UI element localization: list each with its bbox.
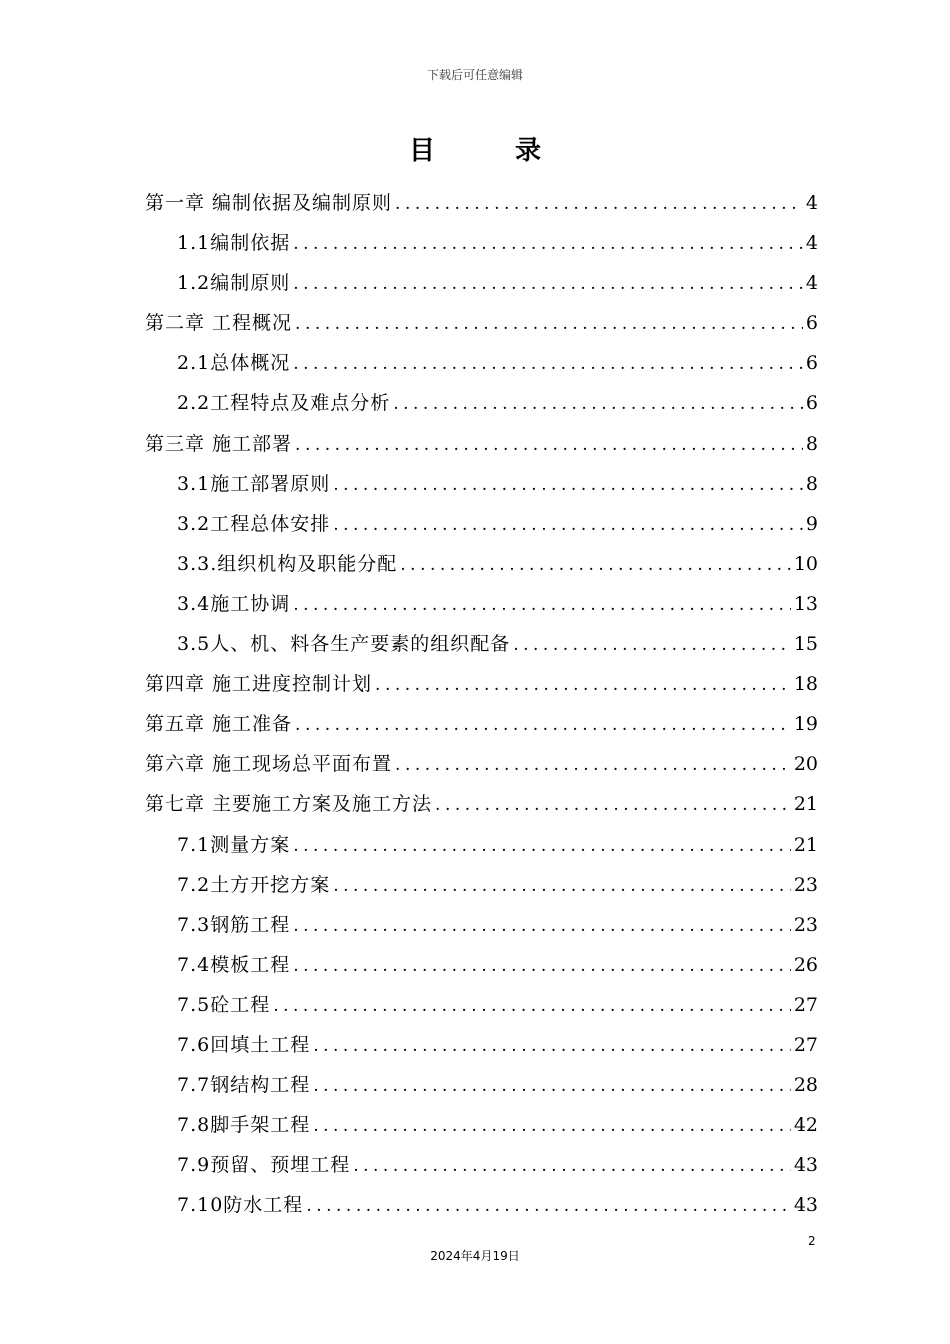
toc-entry-label: 1.2编制原则 (177, 272, 291, 295)
toc-entry[interactable] (145, 383, 818, 423)
toc-entry[interactable] (145, 343, 818, 383)
toc-leader-dots (353, 1146, 791, 1185)
toc-entry-label: 7.8脚手架工程 (177, 1114, 311, 1137)
toc-entry-page: 4 (805, 192, 818, 214)
toc-entry-label: 1.1编制依据 (177, 232, 291, 255)
toc-leader-dots (306, 1186, 791, 1225)
toc-entry-page: 4 (805, 272, 818, 295)
toc-leader-dots (293, 946, 791, 985)
footer-date: 2024年4月19日 (430, 1249, 520, 1263)
page-header: 下载后可任意编辑 (426, 68, 523, 82)
toc-entry[interactable] (145, 223, 818, 263)
toc-leader-dots (333, 465, 803, 504)
toc-entry-label: 7.2土方开挖方案 (177, 873, 331, 896)
toc-entry[interactable] (145, 1185, 818, 1225)
toc-entry-page: 21 (793, 793, 818, 816)
toc-leader-dots (295, 705, 791, 744)
toc-leader-dots (333, 866, 791, 905)
toc-entry-page: 26 (793, 953, 818, 976)
toc-entry-label: 第五章 施工准备 (145, 713, 293, 736)
toc-entry-label: 3.4施工协调 (177, 592, 291, 615)
toc-entry[interactable] (145, 825, 818, 865)
toc-entry-label: 3.3.组织机构及职能分配 (177, 552, 398, 575)
toc-entry-page: 27 (793, 1033, 818, 1056)
toc-entry-label: 第一章 编制依据及编制原则 (145, 192, 393, 214)
toc-entry-label: 第三章 施工部署 (145, 432, 293, 455)
toc-entry-label: 7.9预留、预埋工程 (177, 1154, 351, 1177)
toc-entry-page: 28 (793, 1074, 818, 1097)
toc-entry[interactable] (145, 424, 818, 464)
toc-entry[interactable] (145, 865, 818, 905)
toc-entry-page: 9 (805, 512, 818, 535)
toc-leader-dots (293, 264, 803, 303)
toc-entry-label: 3.1施工部署原则 (177, 472, 331, 495)
toc-entry-page: 6 (805, 312, 818, 335)
page-number: 2 (808, 1234, 816, 1248)
toc-entry-label: 第六章 施工现场总平面布置 (145, 753, 393, 776)
toc-leader-dots (400, 545, 791, 584)
toc-title: 目录 (408, 136, 621, 166)
toc-entry-page: 27 (793, 993, 818, 1016)
toc-entry-label: 7.10防水工程 (177, 1194, 304, 1217)
toc-leader-dots (295, 304, 803, 343)
toc-leader-dots (293, 224, 803, 263)
toc-leader-dots (293, 585, 791, 624)
toc-entry-label: 7.7钢结构工程 (177, 1074, 311, 1097)
toc-entry-label: 7.6回填土工程 (177, 1033, 311, 1056)
toc-entry-page: 8 (805, 432, 818, 455)
toc-entry-page: 20 (793, 753, 818, 776)
toc-entry[interactable] (145, 784, 818, 824)
toc-entry-page: 15 (793, 633, 818, 656)
toc-leader-dots (395, 184, 803, 223)
toc-leader-dots (393, 384, 803, 423)
toc-entry-page: 8 (805, 472, 818, 495)
toc-entry-page: 43 (793, 1194, 818, 1217)
toc-leader-dots (395, 745, 791, 784)
toc-entry-page: 18 (793, 673, 818, 696)
toc-entry-page: 4 (805, 232, 818, 255)
toc-entry-page: 42 (793, 1114, 818, 1137)
toc-entry-page: 23 (793, 873, 818, 896)
toc-leader-dots (313, 1106, 791, 1145)
toc-entry[interactable] (145, 664, 818, 704)
toc-entry[interactable] (145, 1065, 818, 1105)
toc-entry-label: 3.5人、机、料各生产要素的组织配备 (177, 633, 511, 656)
toc-leader-dots (333, 505, 803, 544)
toc-leader-dots (295, 425, 803, 464)
toc-leader-dots (293, 906, 791, 945)
toc-entry-label: 7.5砼工程 (177, 993, 271, 1016)
toc-entry[interactable] (145, 744, 818, 784)
toc-entry[interactable] (145, 183, 818, 223)
toc-entry[interactable] (145, 1105, 818, 1145)
toc-entry-label: 3.2工程总体安排 (177, 512, 331, 535)
toc-leader-dots (293, 344, 803, 383)
toc-entry[interactable] (145, 624, 818, 664)
toc-entry-label: 2.2工程特点及难点分析 (177, 392, 391, 415)
toc-entry[interactable] (145, 945, 818, 985)
toc-leader-dots (435, 785, 791, 824)
toc-entry-label: 第七章 主要施工方案及施工方法 (145, 793, 433, 816)
toc-entry-page: 19 (793, 713, 818, 736)
toc-leader-dots (375, 665, 791, 704)
toc-leader-dots (313, 1066, 791, 1105)
toc-entry[interactable] (145, 905, 818, 945)
toc-entry[interactable] (145, 303, 818, 343)
toc-entry-label: 7.3钢筋工程 (177, 913, 291, 936)
toc-entry-label: 2.1总体概况 (177, 352, 291, 375)
toc-entry-page: 23 (793, 913, 818, 936)
toc-entry-page: 13 (793, 592, 818, 615)
toc-leader-dots (273, 986, 791, 1025)
toc-leader-dots (513, 625, 791, 664)
toc-entry-page: 6 (805, 352, 818, 375)
toc-entry-page: 21 (793, 833, 818, 856)
toc-entry[interactable] (145, 464, 818, 504)
toc-entry-label: 第四章 施工进度控制计划 (145, 673, 373, 696)
toc-entry[interactable] (145, 985, 818, 1025)
toc-leader-dots (293, 826, 791, 865)
table-of-contents (145, 183, 818, 1225)
toc-entry[interactable] (145, 263, 818, 303)
toc-entry-page: 6 (805, 392, 818, 415)
toc-entry[interactable] (145, 504, 818, 544)
toc-entry-page: 10 (793, 552, 818, 575)
toc-entry[interactable] (145, 1025, 818, 1065)
toc-leader-dots (313, 1026, 791, 1065)
toc-entry-label: 7.1测量方案 (177, 833, 291, 856)
toc-entry-label: 第二章 工程概况 (145, 312, 293, 335)
toc-entry[interactable] (145, 584, 818, 624)
toc-entry[interactable] (145, 704, 818, 744)
toc-entry-label: 7.4模板工程 (177, 953, 291, 976)
toc-entry[interactable] (145, 544, 818, 584)
toc-entry[interactable] (145, 1145, 818, 1185)
toc-entry-page: 43 (793, 1154, 818, 1177)
